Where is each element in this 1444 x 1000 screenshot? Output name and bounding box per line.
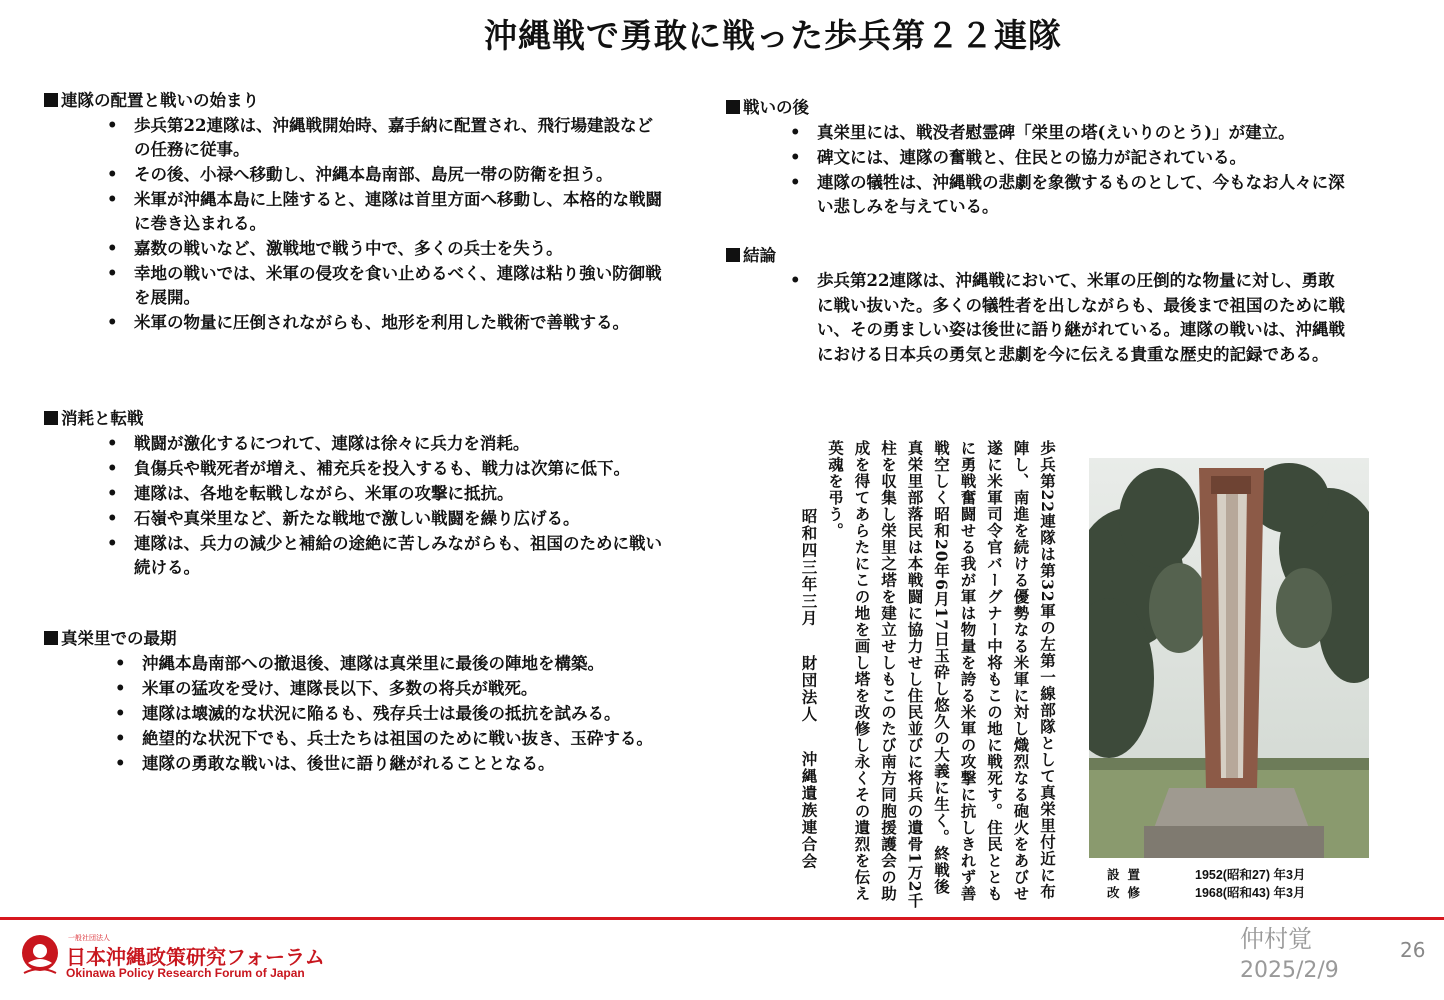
section-aftermath [726,97,1347,220]
section-heading: 結論 [743,246,776,265]
bullet-item: • 幸地の戦いでは、米軍の侵攻を食い止めるべく、連隊は粘り強い防御戦を展開。 [134,262,662,310]
bullet-item: • 嘉数の戦いなど、激戦地で戦う中で、多くの兵士を失う。 [134,237,662,261]
logo-japanese: 日本沖縄政策研究フォーラム [66,945,325,969]
bullet-item: • 米軍が沖縄本島に上陸すると、連隊は首里方面へ移動し、本格的な戦闘に巻き込まれる。 [134,188,662,236]
section-deployment [44,90,662,336]
bullet-item: • その後、小禄へ移動し、沖縄本島南部、島尻一帯の防衛を担う。 [134,163,662,187]
bullet-item: • 石嶺や真栄里など、新たな戦地で激しい戦闘を繰り広げる。 [134,507,662,531]
bullet-item: • 碑文には、連隊の奮戦と、住民との協力が記されている。 [817,146,1347,170]
inscription-org1: 財団法人 [799,655,819,723]
bullet-item: • 歩兵第22連隊は、沖縄戦開始時、嘉手納に配置され、飛行場建設などの任務に従事。 [134,114,662,162]
organization-logo [20,933,340,983]
section-conclusion [726,245,1347,368]
section-heading: 消耗と転戦 [61,409,144,428]
footer-divider [0,917,1444,920]
bullet-item: • 米軍の物量に圧倒されながらも、地形を利用した戦術で善戦する。 [134,311,662,335]
caption-label: 設置 [1107,868,1149,882]
section-heading: 戦いの後 [743,98,809,117]
section-heading: 連隊の配置と戦いの始まり [61,91,259,110]
caption-value: 1968(昭和43) 年3月 [1195,886,1306,900]
bullet-item: • 沖縄本島南部への撤退後、連隊は真栄里に最後の陣地を構築。 [142,652,662,676]
bullet-item: • 戦闘が激化するにつれて、連隊は徐々に兵力を消耗。 [134,432,662,456]
inscription-signature [795,480,822,910]
bullet-item: • 連隊は、各地を転戦しながら、米軍の攻撃に抵抗。 [134,482,662,506]
section-last-stand [44,628,662,777]
section-attrition [44,408,662,581]
bullet-item: • 真栄里には、戦没者慰霊碑「栄里の塔(えいりのとう)」が建立。 [817,121,1347,145]
bullet-item: • 絶望的な状況下でも、兵士たちは祖国のために戦い抜き、玉砕する。 [142,727,662,751]
bullet-item: • 米軍の猛攻を受け、連隊長以下、多数の将兵が戦死。 [142,677,662,701]
square-bullet-icon [44,93,58,107]
bullet-item: • 連隊は、兵力の減少と補給の途絶に苦しみながらも、祖国のために戦い続ける。 [134,532,662,580]
logo-english: Okinawa Policy Research Forum of Japan [66,966,305,980]
inscription-date: 昭和四三年三月 [799,508,819,627]
monument-inscription [792,440,1060,910]
caption-value: 1952(昭和27) 年3月 [1195,868,1306,882]
square-bullet-icon [726,100,740,114]
slide-title: 沖縄戦で勇敢に戦った歩兵第２２連隊 [484,16,1062,55]
square-bullet-icon [44,631,58,645]
square-bullet-icon [726,248,740,262]
section-heading: 真栄里での最期 [61,629,177,648]
square-bullet-icon [44,411,58,425]
page-number: 26 [1400,938,1426,962]
bullet-item: • 連隊は壊滅的な状況に陥るも、残存兵士は最後の抵抗を試みる。 [142,702,662,726]
bullet-item: • 負傷兵や戦死者が増え、補充兵を投入するも、戦力は次第に低下。 [134,457,662,481]
monument-photo [1089,458,1369,858]
inscription-text: 歩兵第22連隊は第32軍の左第一線部隊として真栄里付近に布陣し、南進を続ける優勢なる米軍に対し熾烈なる砲火をあびせ遂に米軍司令官バーグナー中将もこの地に戦死す。住民とともに勇戦奮闘せる我が軍は物量を誇る米軍の攻撃に抗しきれず善戦空しく昭和20年6月17日玉砕し悠久の大義に生く。終戦後真栄里部落民は本戦闘に協力せし住民並びに将兵の遺骨1万2千柱を収集し栄里之塔を建立せしもこのたび南方同胞援護会の助成を得てあらたにこの地を画し塔を改修し永くその遺烈を伝え英魂を弔う。 [826,440,1057,910]
caption-label: 改修 [1107,886,1149,900]
bullet-item: • 連隊の勇敢な戦いは、後世に語り継がれることとなる。 [142,752,662,776]
presentation-date: 2025/2/9 [1240,958,1339,983]
bullet-item: • 歩兵第22連隊は、沖縄戦において、米軍の圧倒的な物量に対し、勇敢に戦い抜いた。多くの犠牲者を出しながらも、最後まで祖国のために戦い、その勇ましい姿は後世に語り継がれている。連隊の戦いは、沖縄戦における日本兵の勇気と悲劇を今に伝える貴重な歴史的記録である。 [817,269,1347,367]
logo-emblem-icon [20,933,60,977]
inscription-org2: 沖縄遺族連合会 [799,751,819,870]
logo-small-text: 一般社団法人 [68,934,110,942]
bullet-item: • 連隊の犠牲は、沖縄戦の悲劇を象徴するものとして、今もなお人々に深い悲しみを与えている。 [817,171,1347,219]
author-name: 仲村覚 [1240,925,1312,953]
photo-caption [1107,866,1305,902]
